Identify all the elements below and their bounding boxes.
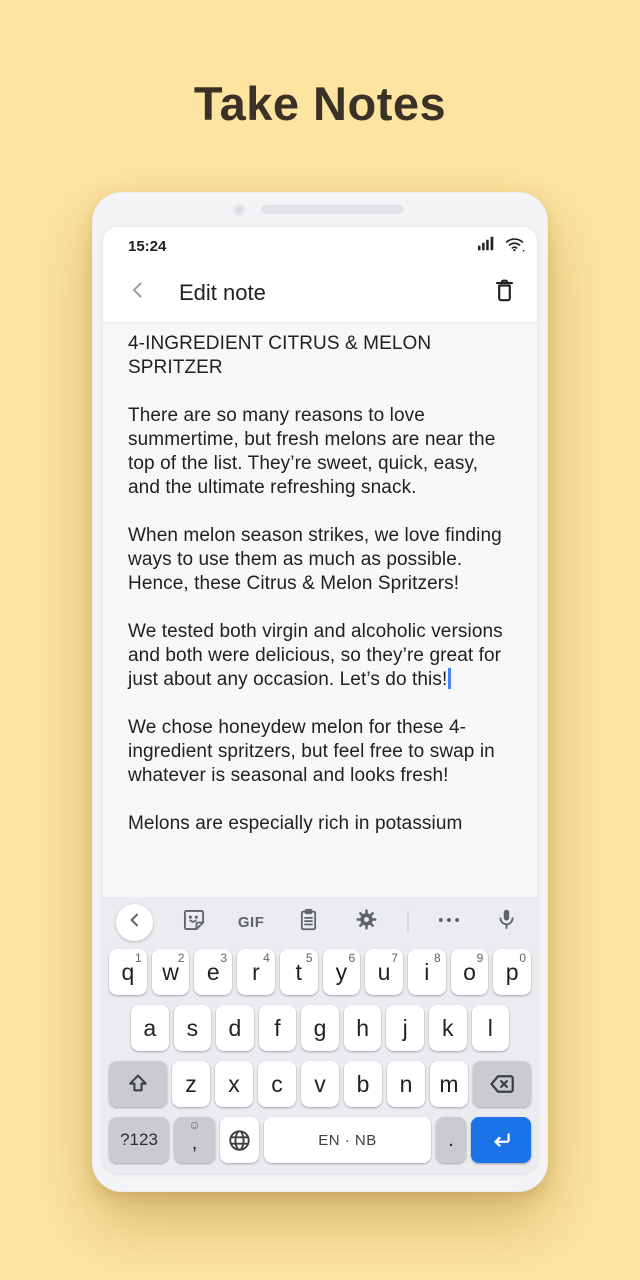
key-hint: 0 [519, 951, 527, 965]
gif-label: GIF [237, 913, 265, 931]
key-label: b [356, 1070, 370, 1097]
earpiece-speaker [261, 205, 404, 214]
gif-button[interactable] [234, 905, 268, 939]
key-hint: ☺ [188, 1118, 201, 1132]
key-n[interactable] [387, 1061, 425, 1107]
key-y[interactable] [323, 949, 361, 995]
note-paragraph: When melon season strikes, we love finding ways to use them as much as possible. Hence, these Citrus & Melon Spritzers! [128, 525, 502, 594]
page-title: Take Notes [193, 77, 447, 130]
enter-icon [487, 1126, 515, 1154]
note-paragraph: There are so many reasons to love summertime, but fresh melons are near the top of the list. They’re sweet, quick, easy, and the ultimate refreshing snack. [128, 405, 496, 498]
note-paragraph: Melons are especially rich in potassium [128, 813, 463, 834]
microphone-icon [494, 907, 519, 937]
key-e[interactable] [194, 949, 232, 995]
key-u[interactable] [365, 949, 403, 995]
key-space[interactable] [264, 1117, 431, 1163]
key-a[interactable] [131, 1005, 169, 1051]
key-i[interactable] [408, 949, 446, 995]
key-label: ?123 [120, 1130, 158, 1149]
key-label: , [191, 1131, 198, 1154]
status-bar [103, 227, 537, 263]
key-label: z [185, 1070, 197, 1097]
keyboard-row-3 [106, 1061, 534, 1107]
note-text-area[interactable] [103, 323, 537, 897]
key-label: s [186, 1014, 199, 1041]
key-hint: 4 [263, 951, 270, 965]
globe-icon [226, 1127, 253, 1154]
chevron-left-icon [125, 910, 145, 935]
key-symbols[interactable] [109, 1117, 169, 1163]
note-paragraph: 4-INGREDIENT CITRUS & MELON SPRITZER [128, 333, 432, 378]
key-label: l [487, 1014, 493, 1041]
key-label: h [356, 1014, 369, 1041]
status-icons [478, 235, 525, 257]
key-hint: 8 [433, 951, 441, 965]
key-label: u [377, 958, 391, 985]
key-hint: 2 [177, 951, 185, 965]
key-hint: 9 [476, 951, 484, 965]
key-hint: 6 [348, 951, 356, 965]
key-j[interactable] [386, 1005, 424, 1051]
key-t[interactable] [280, 949, 318, 995]
key-s[interactable] [174, 1005, 212, 1051]
key-label: r [252, 958, 260, 985]
key-hint: 7 [391, 951, 398, 965]
key-o[interactable] [451, 949, 489, 995]
voice-input-button[interactable] [490, 905, 524, 939]
text-cursor [448, 668, 451, 689]
phone-screen [103, 227, 537, 1173]
key-label: c [271, 1070, 283, 1097]
key-label: e [206, 958, 220, 985]
front-camera [233, 204, 245, 216]
key-label: g [313, 1014, 327, 1041]
key-label: a [143, 1014, 157, 1041]
key-enter[interactable] [471, 1117, 531, 1163]
clipboard-icon [296, 907, 321, 937]
key-label: y [335, 958, 348, 985]
backspace-icon [487, 1069, 517, 1099]
key-f[interactable] [259, 1005, 297, 1051]
back-button[interactable] [125, 280, 151, 306]
key-label: m [439, 1070, 459, 1097]
key-label: x [228, 1070, 240, 1097]
key-label: i [424, 958, 430, 985]
note-paragraph: We chose honeydew melon for these 4-ingredient spritzers, but feel free to swap in whatever is seasonal and looks fresh! [128, 717, 495, 786]
key-label: j [402, 1014, 408, 1041]
keyboard-row-4 [106, 1117, 534, 1163]
ellipsis-icon [436, 907, 462, 938]
key-r[interactable] [237, 949, 275, 995]
key-m[interactable] [430, 1061, 468, 1107]
key-label: d [228, 1014, 242, 1041]
status-time: 15:24 [128, 237, 167, 255]
key-w[interactable] [152, 949, 190, 995]
toolbar-divider [407, 911, 409, 933]
toolbar-back-button[interactable] [116, 904, 153, 941]
key-z[interactable] [172, 1061, 210, 1107]
gear-icon [354, 907, 379, 937]
key-label: o [463, 958, 476, 985]
key-label: . [448, 1128, 454, 1151]
key-d[interactable] [216, 1005, 254, 1051]
more-options-button[interactable] [432, 905, 466, 939]
key-label: w [162, 958, 179, 985]
key-label: p [505, 958, 519, 985]
key-p[interactable] [493, 949, 531, 995]
trash-icon [491, 277, 518, 309]
wifi-icon [504, 235, 525, 257]
key-label: t [295, 958, 302, 985]
key-h[interactable] [344, 1005, 382, 1051]
key-b[interactable] [344, 1061, 382, 1107]
note-paragraph: We tested both virgin and alcoholic versions and both were delicious, so they’re great for just about any occasion. Let’s do this! [128, 621, 503, 690]
key-label: k [441, 1014, 454, 1041]
keyboard-row-1 [106, 949, 534, 995]
key-g[interactable] [301, 1005, 339, 1051]
keyboard-toolbar [103, 897, 537, 947]
key-hint: 1 [135, 951, 142, 965]
cellular-signal-icon [478, 236, 497, 256]
key-l[interactable] [472, 1005, 510, 1051]
key-label: EN · NB [318, 1131, 377, 1149]
key-v[interactable] [301, 1061, 339, 1107]
key-c[interactable] [258, 1061, 296, 1107]
app-header [103, 263, 537, 323]
clipboard-button[interactable] [292, 905, 326, 939]
key-globe[interactable] [220, 1117, 259, 1163]
sticker-button[interactable] [177, 905, 211, 939]
key-comma[interactable] [174, 1117, 215, 1163]
key-label: f [274, 1014, 281, 1041]
phone-mockup [92, 192, 548, 1192]
key-label: v [314, 1070, 326, 1097]
delete-note-button[interactable] [490, 279, 518, 307]
sticker-icon [181, 907, 207, 938]
key-hint: 5 [305, 951, 313, 965]
key-k[interactable] [429, 1005, 467, 1051]
shift-icon [125, 1071, 151, 1097]
key-hint: 3 [220, 951, 228, 965]
key-label: n [399, 1070, 413, 1097]
key-x[interactable] [215, 1061, 253, 1107]
key-period[interactable] [436, 1117, 466, 1163]
keyboard-row-2 [106, 1005, 534, 1051]
keyboard-keys [103, 947, 537, 1173]
chevron-left-icon [126, 278, 150, 307]
key-backspace[interactable] [473, 1061, 531, 1107]
page-header-title: Edit note [179, 279, 266, 305]
key-q[interactable] [109, 949, 147, 995]
key-label: q [121, 958, 135, 985]
key-shift[interactable] [109, 1061, 167, 1107]
keyboard [103, 897, 537, 1173]
settings-button[interactable] [349, 905, 383, 939]
